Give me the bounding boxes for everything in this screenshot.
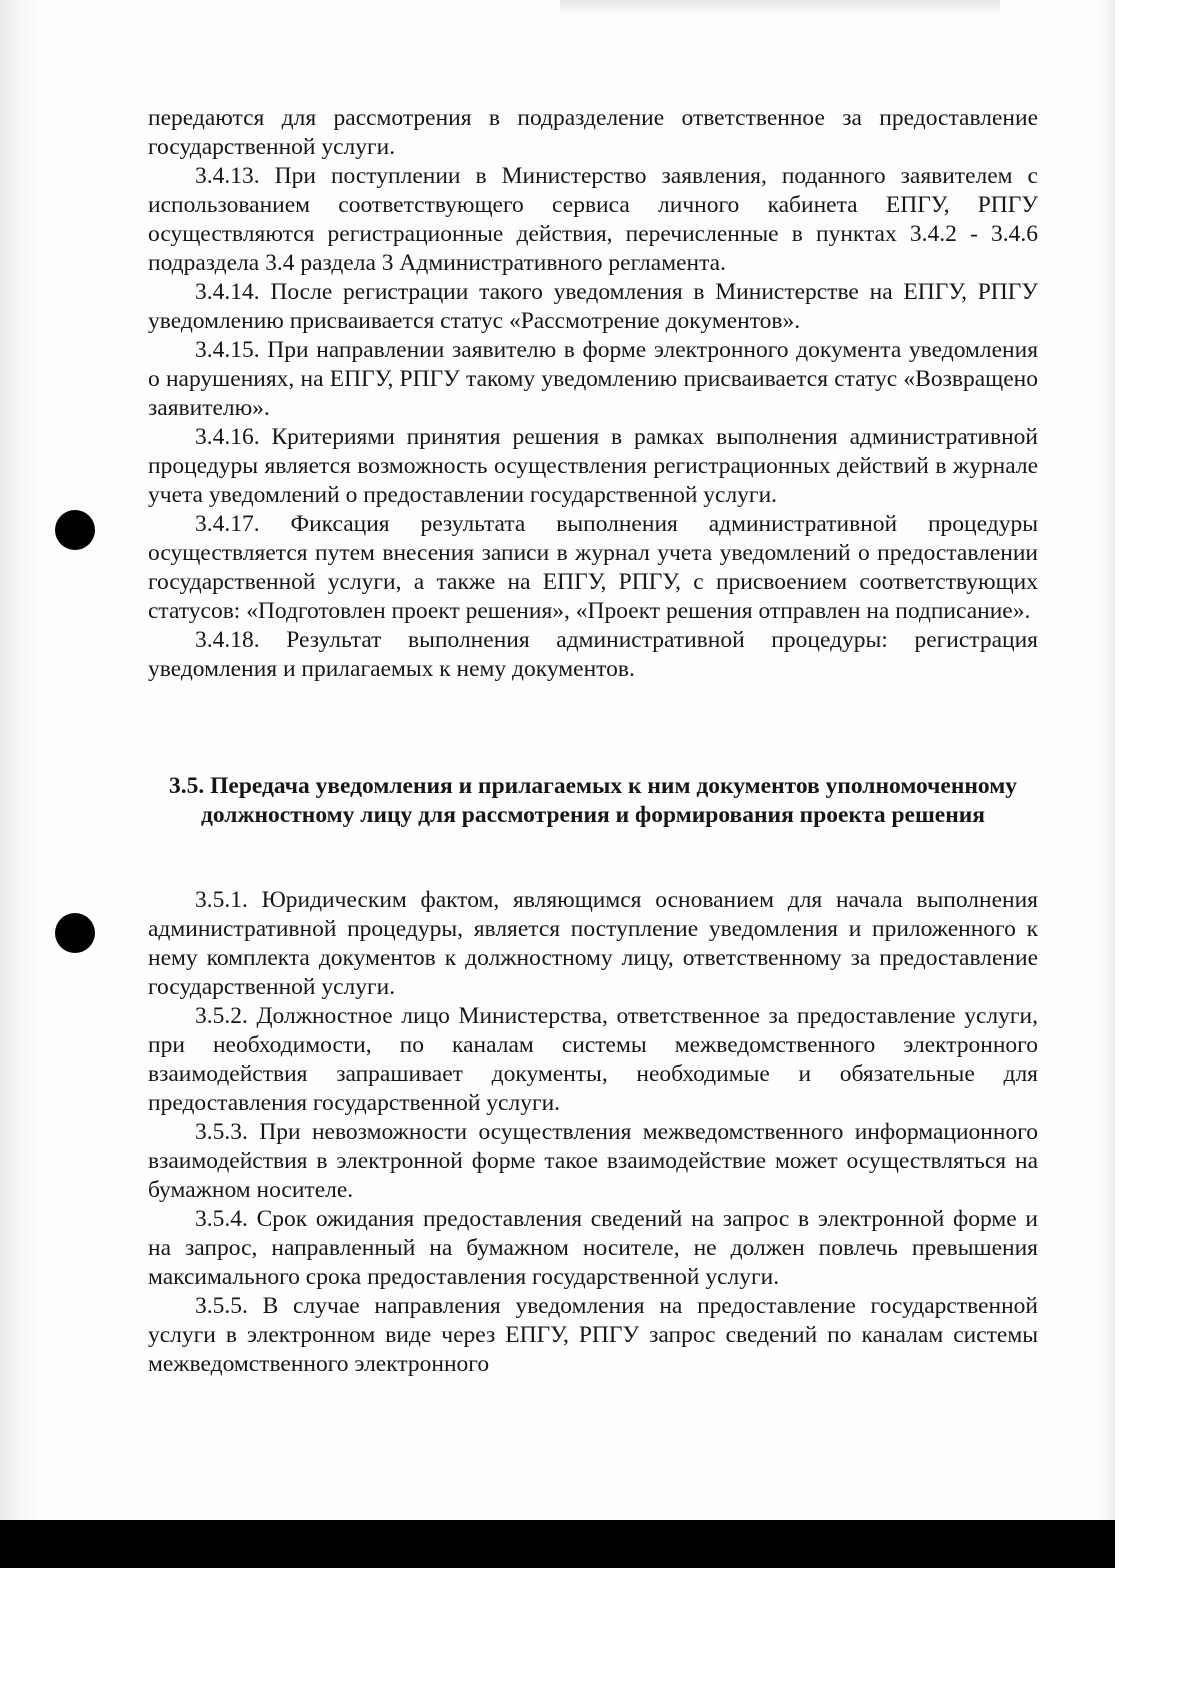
section-3-5-heading: 3.5. Передача уведомления и прилагаемых к ним документов уполномоченному должностному лицу для рассмотрения и формирования проекта решения (169, 773, 1017, 828)
paragraph-3-5-2: 3.5.2. Должностное лицо Министерства, ответственное за предоставление услуги, при необходимости, по каналам системы межведомственного электронного взаимодействия запрашивает документы, необходимые и обязательные для предоставления государственной услуги. (148, 1003, 1038, 1116)
scan-shadow-left (0, 0, 40, 1568)
paragraph-3-5-5: 3.5.5. В случае направления уведомления на предоставление государственной услуги в электронном виде через ЕПГУ, РПГУ запрос сведений по каналам системы межведомственного электронного (148, 1293, 1038, 1377)
paragraph-3-4-13: 3.4.13. При поступлении в Министерство заявления, поданного заявителем с использованием соответствующего сервиса личного кабинета ЕПГУ, РПГУ осуществляются регистрационные действия, перечисленные в пунктах 3.4.2 - 3.4.6 подраздела 3.4 раздела 3 Административного регламента. (148, 163, 1038, 276)
paragraph-3-5-3: 3.5.3. При невозможности осуществления межведомственного информационного взаимодействия в электронной форме такое взаимодействие может осуществляться на бумажном носителе. (148, 1119, 1038, 1203)
paragraph-3-4-16: 3.4.16. Критериями принятия решения в рамках выполнения административной процедуры является возможность осуществления регистрационных действий в журнале учета уведомлений о предоставлении государственной услуги. (148, 424, 1038, 508)
punch-hole-upper (55, 510, 95, 550)
paragraph-3-5-4: 3.5.4. Срок ожидания предоставления сведений на запрос в электронной форме и на запрос, направленный на бумажном носителе, не должен повлечь превышения максимального срока предоставления государственной услуги. (148, 1206, 1038, 1290)
paragraph-continuation: передаются для рассмотрения в подразделение ответственное за предоставление государственной услуги. (148, 105, 1038, 160)
paragraph-3-4-17: 3.4.17. Фиксация результата выполнения административной процедуры осуществляется путем внесения записи в журнал учета уведомлений о предоставлении государственной услуги, а также на ЕПГУ, РПГУ, с присвоением соответствующих статусов: «Подготовлен проект решения», «Проект решения отправлен на подписание». (148, 511, 1038, 624)
paragraph-3-5-1: 3.5.1. Юридическим фактом, являющимся основанием для начала выполнения административной процедуры, является поступление уведомления и приложенного к нему комплекта документов к должностному лицу, ответственному за предоставление государственной услуги. (148, 887, 1038, 1000)
scan-shadow-top (560, 0, 1000, 14)
paragraph-3-4-18: 3.4.18. Результат выполнения административной процедуры: регистрация уведомления и прилагаемых к нему документов. (148, 627, 1038, 682)
section-3-4-continuation (148, 104, 1038, 684)
section-3-5-body (148, 886, 1038, 1379)
punch-hole-lower (55, 913, 95, 953)
paragraph-3-4-15: 3.4.15. При направлении заявителю в форме электронного документа уведомления о нарушениях, на ЕПГУ, РПГУ такому уведомлению присваивается статус «Возвращено заявителю». (148, 337, 1038, 421)
paragraph-3-4-14: 3.4.14. После регистрации такого уведомления в Министерстве на ЕПГУ, РПГУ уведомлению присваивается статус «Рассмотрение документов». (148, 279, 1038, 334)
scan-bottom-bar (0, 1520, 1115, 1568)
scan-shadow-right (1101, 0, 1115, 1568)
